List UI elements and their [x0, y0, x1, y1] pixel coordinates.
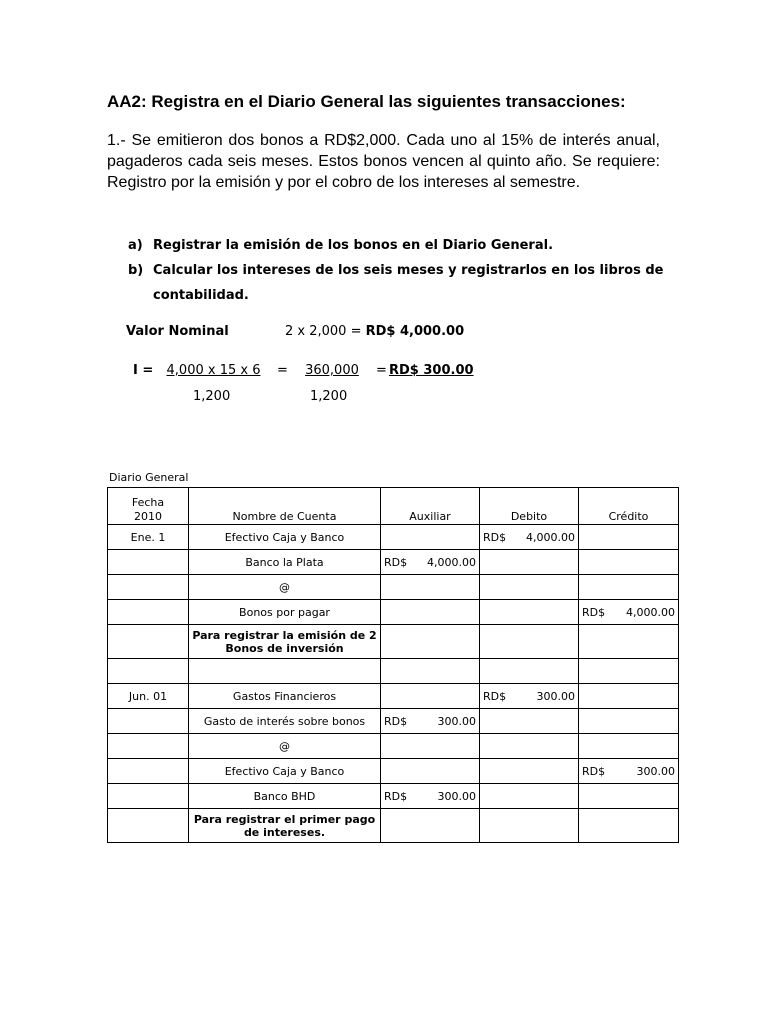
interest-numerator-1: 4,000 x 15 x 6: [166, 363, 261, 378]
row-fecha: [108, 575, 189, 600]
task-list: [128, 233, 668, 308]
row-cuenta: Efectivo Caja y Banco: [189, 525, 381, 550]
table-title: Diario General: [109, 471, 189, 484]
row-cuenta: Gasto de interés sobre bonos: [189, 709, 381, 734]
header-fecha: [108, 488, 189, 525]
currency-label: RD$: [483, 530, 507, 544]
row-credito: [579, 659, 679, 684]
row-debito: [480, 784, 579, 809]
row-debito: [480, 659, 579, 684]
row-debito: [480, 625, 579, 659]
amount-value: 300.00: [536, 689, 575, 703]
row-credito: [579, 784, 679, 809]
amount-value: 300.00: [437, 789, 476, 803]
page-title: AA2: Registra en el Diario General las siguientes transacciones:: [107, 92, 626, 111]
valor-nominal-expr: 2 x 2,000 =: [285, 324, 366, 339]
problem-statement: 1.- Se emitieron dos bonos a RD$2,000. Cada uno al 15% de interés anual, pagaderos cada seis meses. Estos bonos vencen al quinto año. Se requiere: Registro por la emisión y por el cobro de los intereses al semestre.: [107, 132, 660, 191]
interest-denominator-1: 1,200: [193, 389, 231, 404]
currency-label: RD$: [384, 789, 408, 803]
valor-nominal-expression: [285, 324, 464, 339]
row-debito: [480, 709, 579, 734]
row-credito: [579, 809, 679, 843]
table-row: [108, 784, 679, 809]
row-credito: [579, 525, 679, 550]
amount-value: 4,000.00: [626, 605, 675, 619]
row-cuenta: Efectivo Caja y Banco: [189, 759, 381, 784]
amount-value: 4,000.00: [427, 555, 476, 569]
currency-label: RD$: [483, 689, 507, 703]
header-credito: Crédito: [579, 488, 679, 525]
currency-label: RD$: [384, 714, 408, 728]
row-cuenta: Gastos Financieros: [189, 684, 381, 709]
interest-numerator-2: 360,000: [305, 363, 359, 378]
row-debito: [480, 575, 579, 600]
row-fecha: Jun. 01: [108, 684, 189, 709]
task-text: Calcular los intereses de los seis meses y registrarlos en los libros de contabilidad.: [153, 263, 664, 303]
row-cuenta: @: [189, 575, 381, 600]
row-fecha: [108, 734, 189, 759]
interest-equals-1: =: [277, 363, 288, 378]
header-fecha-label: Fecha: [131, 496, 165, 509]
currency-label: RD$: [582, 764, 606, 778]
amount-value: 300.00: [437, 714, 476, 728]
row-cuenta: Para registrar la emisión de 2 Bonos de inversión: [189, 625, 381, 659]
table-row: [108, 600, 679, 625]
row-credito: [579, 625, 679, 659]
interest-result: RD$ 300.00: [389, 363, 474, 378]
valor-nominal-label: Valor Nominal: [126, 324, 229, 339]
interest-label: I =: [133, 363, 154, 378]
row-auxiliar: [381, 734, 480, 759]
table-row: [108, 734, 679, 759]
row-fecha: [108, 809, 189, 843]
journal-body: [108, 525, 679, 843]
row-cuenta: Para registrar el primer pago de intereses.: [189, 809, 381, 843]
amount-value: 300.00: [636, 764, 675, 778]
row-cuenta: @: [189, 734, 381, 759]
row-credito: [579, 684, 679, 709]
table-row: [108, 659, 679, 684]
row-auxiliar: [381, 684, 480, 709]
currency-label: RD$: [384, 555, 408, 569]
table-row: [108, 809, 679, 843]
row-debito: [480, 809, 579, 843]
table-row: [108, 575, 679, 600]
row-fecha: Ene. 1: [108, 525, 189, 550]
row-auxiliar: [381, 809, 480, 843]
row-cuenta: Banco la Plata: [189, 550, 381, 575]
valor-nominal-result: RD$ 4,000.00: [365, 324, 465, 339]
row-fecha: [108, 659, 189, 684]
task-item: [128, 233, 668, 258]
row-credito: [579, 600, 679, 625]
row-credito: [579, 709, 679, 734]
row-cuenta: Banco BHD: [189, 784, 381, 809]
table-row: [108, 625, 679, 659]
task-letter: b): [128, 263, 144, 278]
currency-label: RD$: [582, 605, 606, 619]
task-letter: a): [128, 238, 143, 253]
table-row: [108, 684, 679, 709]
table-row: [108, 550, 679, 575]
row-auxiliar: [381, 784, 480, 809]
row-auxiliar: [381, 550, 480, 575]
header-year-label: 2010: [134, 510, 162, 523]
row-cuenta: [189, 659, 381, 684]
row-auxiliar: [381, 759, 480, 784]
task-item: [128, 258, 668, 308]
row-auxiliar: [381, 525, 480, 550]
row-auxiliar: [381, 575, 480, 600]
row-debito: [480, 734, 579, 759]
row-credito: [579, 759, 679, 784]
row-auxiliar: [381, 600, 480, 625]
row-credito: [579, 575, 679, 600]
table-row: [108, 525, 679, 550]
table-row: [108, 709, 679, 734]
row-fecha: [108, 600, 189, 625]
row-auxiliar: [381, 659, 480, 684]
row-debito: [480, 600, 579, 625]
row-auxiliar: [381, 709, 480, 734]
table-header-row: [108, 488, 679, 525]
journal-table: [107, 487, 679, 843]
task-text: Registrar la emisión de los bonos en el Diario General.: [153, 238, 554, 253]
row-credito: [579, 734, 679, 759]
row-debito: [480, 550, 579, 575]
header-auxiliar: Auxiliar: [381, 488, 480, 525]
row-fecha: [108, 784, 189, 809]
row-credito: [579, 550, 679, 575]
row-fecha: [108, 709, 189, 734]
amount-value: 4,000.00: [526, 530, 575, 544]
row-fecha: [108, 759, 189, 784]
table-row: [108, 759, 679, 784]
row-debito: [480, 684, 579, 709]
row-cuenta: Bonos por pagar: [189, 600, 381, 625]
row-debito: [480, 759, 579, 784]
row-debito: [480, 525, 579, 550]
interest-denominator-2: 1,200: [310, 389, 348, 404]
header-cuenta: Nombre de Cuenta: [189, 488, 381, 525]
row-auxiliar: [381, 625, 480, 659]
row-fecha: [108, 625, 189, 659]
interest-equals-2: =: [376, 363, 387, 378]
header-debito: Debito: [480, 488, 579, 525]
row-fecha: [108, 550, 189, 575]
